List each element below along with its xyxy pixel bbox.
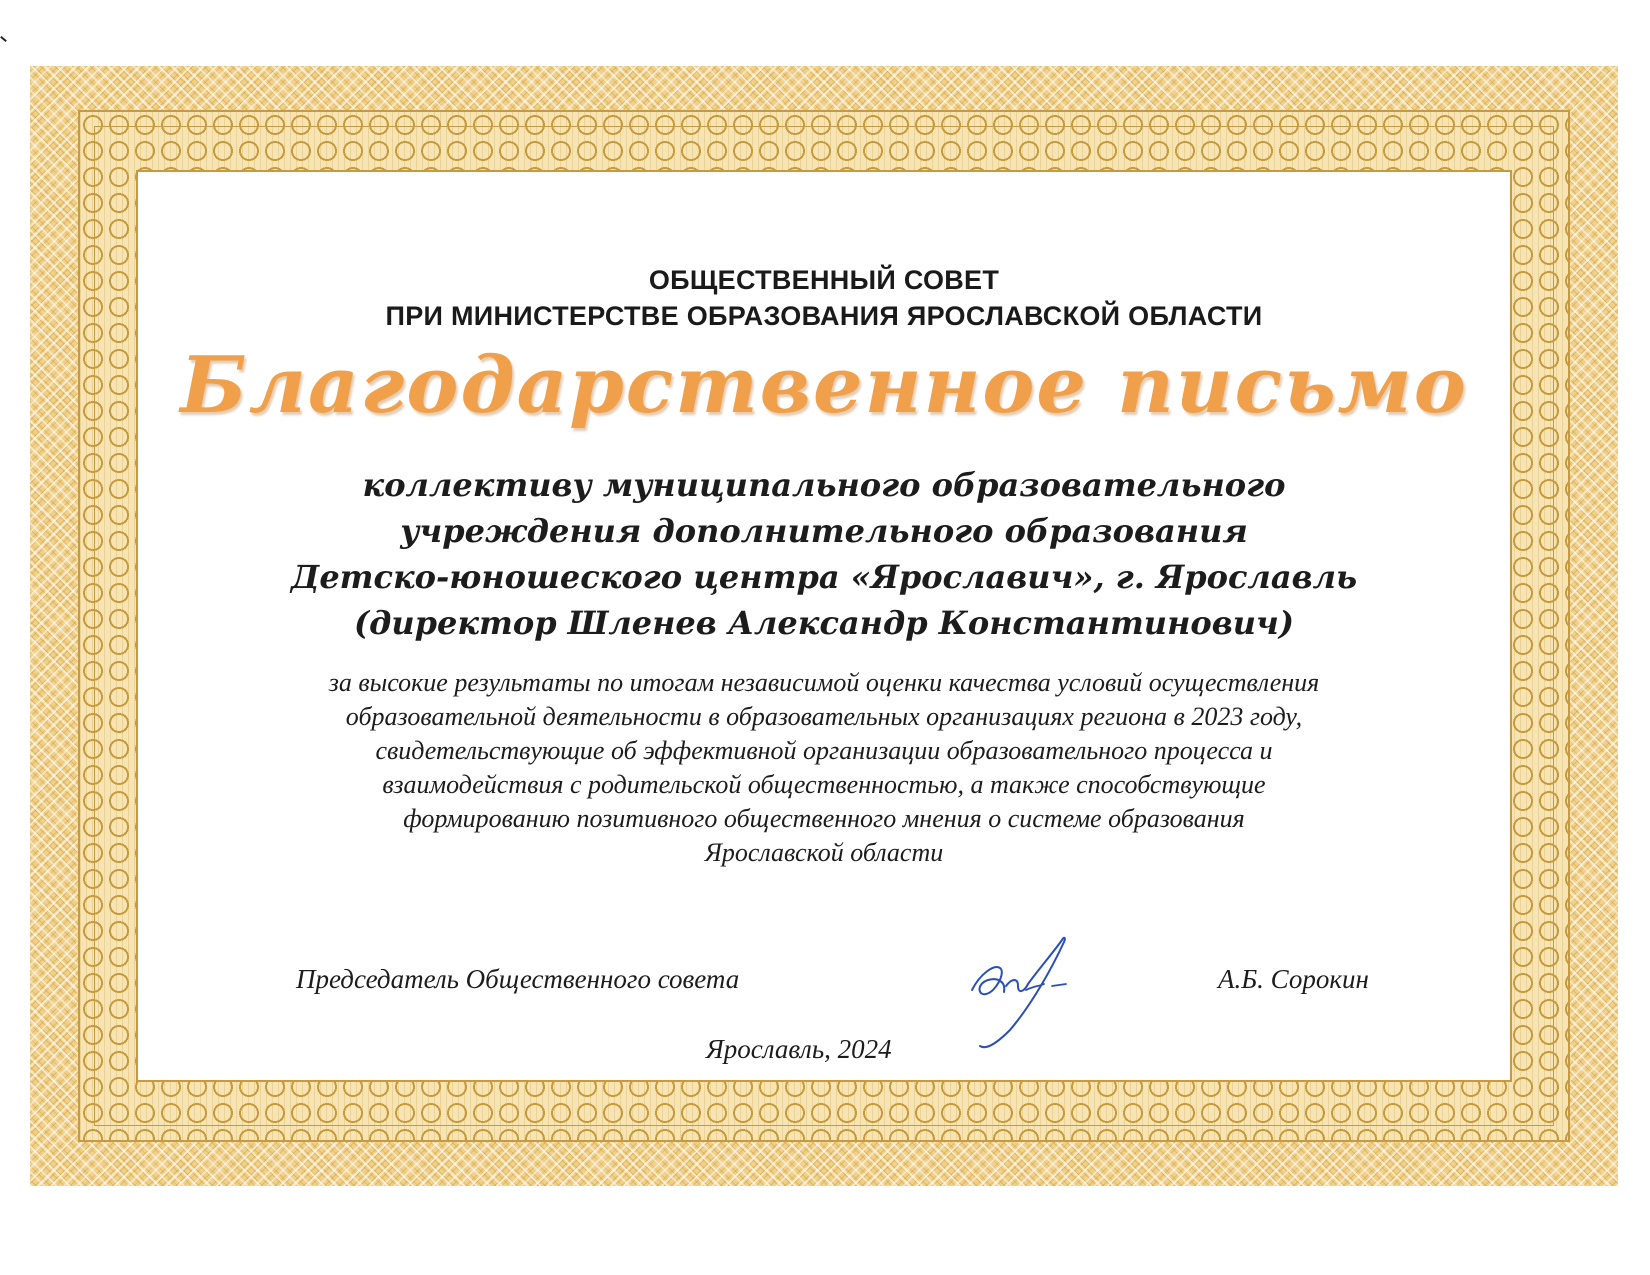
citation-line: взаимодействия с родительской общественностью, а также способствующие <box>382 770 1266 799</box>
citation-line: свидетельствующие об эффективной организации образовательного процесса и <box>375 736 1273 765</box>
signatory-name: А.Б. Сорокин <box>1218 964 1369 994</box>
citation-text <box>178 666 1470 870</box>
certificate-title: Благодарственное письмо <box>180 340 1468 431</box>
place-and-date: Ярославль, 2024 <box>706 1034 892 1064</box>
issuer-line-1: ОБЩЕСТВЕННЫЙ СОВЕТ <box>648 265 1000 295</box>
recipient-line: Детско-юношеского центра «Ярославич», г. Ярославль <box>290 558 1358 596</box>
recipient-line: (директор Шленев Александр Константинович) <box>353 604 1295 642</box>
recipient-line: учреждения дополнительного образования <box>400 512 1248 550</box>
signature-row <box>138 964 1510 1004</box>
scan-edge-mark <box>0 36 7 42</box>
citation-line: формированию позитивного общественного мнения о системе образования <box>403 804 1245 833</box>
citation-line: Ярославской области <box>704 838 944 867</box>
signatory-position: Председатель Общественного совета <box>296 964 740 994</box>
issuer-line-2: ПРИ МИНИСТЕРСТВЕ ОБРАЗОВАНИЯ ЯРОСЛАВСКОЙ ОБЛАСТИ <box>385 301 1263 331</box>
recipient-block <box>138 462 1510 646</box>
handwritten-signature <box>966 934 1082 1052</box>
certificate <box>30 66 1618 1186</box>
certificate-content <box>136 170 1512 1082</box>
issuer-header <box>138 262 1510 334</box>
recipient-line: коллективу муниципального образовательного <box>362 466 1286 504</box>
citation-line: за высокие результаты по итогам независимой оценки качества условий осуществления <box>328 668 1320 697</box>
citation-line: образовательной деятельности в образовательных организациях региона в 2023 году, <box>345 702 1303 731</box>
